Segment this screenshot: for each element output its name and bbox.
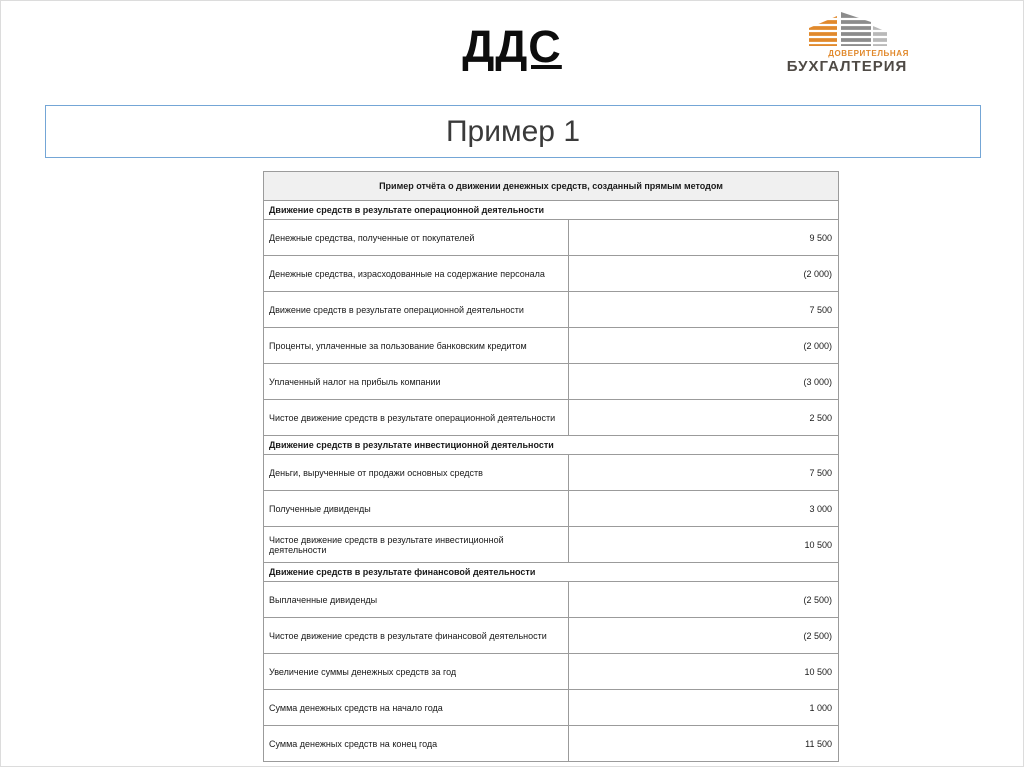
row-value: 9 500	[809, 232, 832, 243]
section-header-row	[264, 200, 838, 219]
table-row	[264, 399, 838, 435]
row-label: Полученные дивиденды	[264, 491, 569, 526]
example-title: Пример 1	[445, 114, 581, 148]
row-label: Движение средств в результате операционной деятельности	[269, 205, 545, 215]
row-value: 1 000	[809, 702, 832, 713]
example-title-box	[45, 105, 981, 158]
cash-flow-table	[263, 171, 839, 762]
table-row	[264, 454, 838, 490]
row-label: Чистое движение средств в результате операционной деятельности	[264, 400, 569, 435]
table-row	[264, 689, 838, 725]
table-row	[264, 526, 838, 562]
company-logo	[785, 6, 909, 75]
row-label: Выплаченные дивиденды	[264, 582, 569, 617]
section-header-row	[264, 435, 838, 454]
table-row	[264, 219, 838, 255]
row-label: Движение средств в результате операционной деятельности	[264, 292, 569, 327]
table-row	[264, 291, 838, 327]
row-value: 7 500	[809, 304, 832, 315]
row-label: Увеличение суммы денежных средств за год	[264, 654, 569, 689]
row-value: (2 500)	[803, 594, 832, 605]
row-value: (3 000)	[803, 376, 832, 387]
row-value: 10 500	[804, 539, 832, 550]
row-label: Денежные средства, израсходованные на содержание персонала	[264, 256, 569, 291]
row-value: 3 000	[809, 503, 832, 514]
table-row	[264, 255, 838, 291]
row-value: (2 500)	[803, 630, 832, 641]
table-row	[264, 490, 838, 526]
row-label: Движение средств в результате финансовой деятельности	[269, 567, 536, 577]
row-label: Сумма денежных средств на начало года	[264, 690, 569, 725]
row-value: 10 500	[804, 666, 832, 677]
row-label: Деньги, вырученные от продажи основных средств	[264, 455, 569, 490]
table-row	[264, 653, 838, 689]
row-value: (2 000)	[803, 340, 832, 351]
row-label: Движение средств в результате инвестиционной деятельности	[269, 440, 554, 450]
row-label: Чистое движение средств в результате инвестиционной деятельности	[264, 527, 569, 562]
table-body	[264, 200, 838, 761]
table-row	[264, 363, 838, 399]
table-row	[264, 725, 838, 761]
row-label: Проценты, уплаченные за пользование банковским кредитом	[264, 328, 569, 363]
buildings-icon	[801, 6, 893, 48]
logo-text-bottom: БУХГАЛТЕРИЯ	[786, 58, 908, 75]
row-label: Чистое движение средств в результате финансовой деятельности	[264, 618, 569, 653]
row-value: 2 500	[809, 412, 832, 423]
row-label: Уплаченный налог на прибыль компании	[264, 364, 569, 399]
section-header-row	[264, 562, 838, 581]
table-title: Пример отчёта о движении денежных средств, созданный прямым методом	[264, 172, 838, 200]
table-row	[264, 581, 838, 617]
row-label: Денежные средства, полученные от покупателей	[264, 220, 569, 255]
table-row	[264, 617, 838, 653]
table-row	[264, 327, 838, 363]
row-value: (2 000)	[803, 268, 832, 279]
row-value: 7 500	[809, 467, 832, 478]
logo-text-top: ДОВЕРИТЕЛЬНАЯ	[828, 49, 909, 58]
page-title: ДДС	[462, 21, 562, 72]
row-value: 11 500	[805, 738, 832, 749]
row-label: Сумма денежных средств на конец года	[264, 726, 569, 761]
